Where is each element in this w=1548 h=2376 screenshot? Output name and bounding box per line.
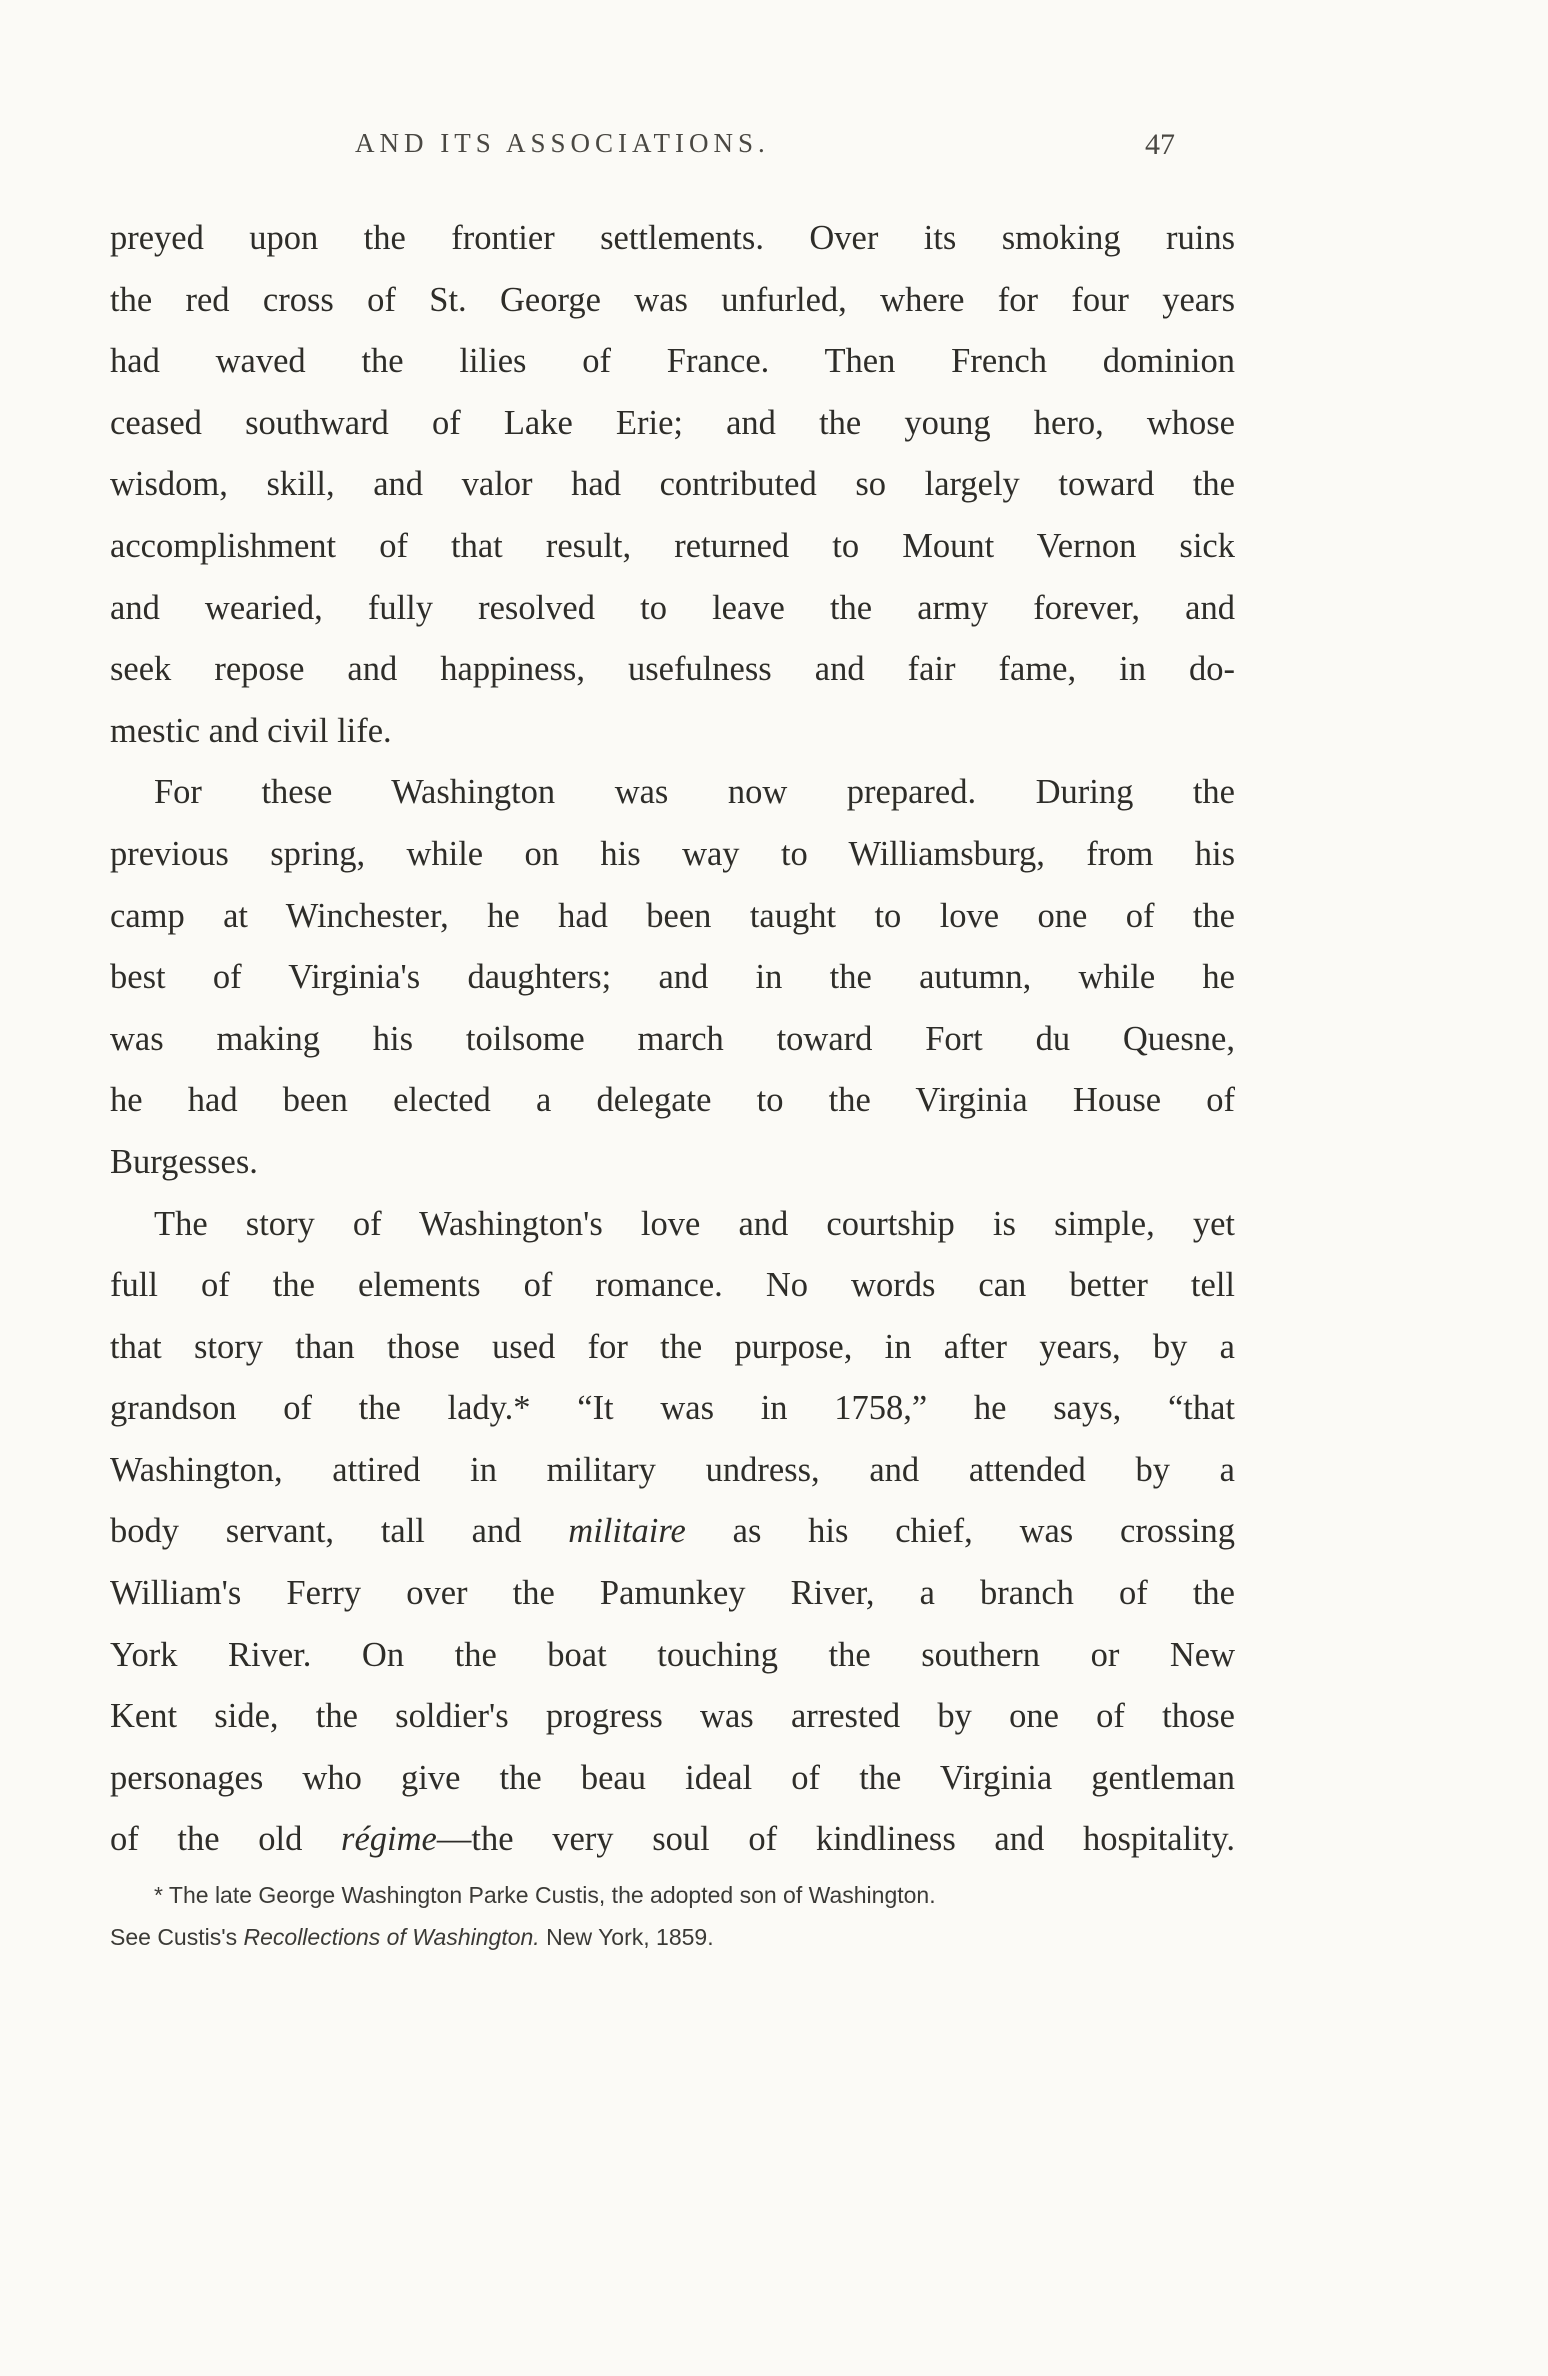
text-line: the red cross of St. George was unfurled, where for four years [110,280,1235,319]
text-line: of the old régime—the very soul of kindliness and hospitality. [110,1820,1235,1859]
text-line: Kent side, the soldier's progress was arrested by one of those [110,1697,1235,1736]
running-head-title: AND ITS ASSOCIATIONS. [355,128,770,158]
text-line: mestic and civil life. [110,711,392,750]
text-line: Washington, attired in military undress, and attended by a [110,1450,1235,1489]
text-line: camp at Winchester, he had been taught to love one of the [110,896,1235,935]
text-line: personages who give the beau ideal of the Virginia gentleman [110,1758,1235,1797]
footnote-block [110,1874,1235,1958]
italic-text: régime [341,1820,437,1859]
text-line: For these Washington was now prepared. During the [154,773,1235,812]
text-line: Burgesses. [110,1142,258,1181]
italic-text: Recollections of Washington. [243,1924,540,1950]
text-line: accomplishment of that result, returned to Mount Vernon sick [110,526,1235,565]
text-line: preyed upon the frontier settlements. Over its smoking ruins [110,219,1235,257]
text-line: previous spring, while on his way to Williamsburg, from his [110,834,1235,873]
footnote-line: See Custis's Recollections of Washington. New York, 1859. [110,1924,714,1950]
running-head [355,128,1175,168]
text-line: full of the elements of romance. No words can better tell [110,1266,1235,1305]
text-line: ceased southward of Lake Erie; and the young hero, whose [110,403,1235,442]
text-line: seek repose and happiness, usefulness and fair fame, in do- [110,650,1235,689]
text-line: and wearied, fully resolved to leave the army forever, and [110,588,1235,627]
text-line: he had been elected a delegate to the Virginia House of [110,1081,1235,1120]
text-line: wisdom, skill, and valor had contributed so largely toward the [110,465,1235,504]
text-line: that story than those used for the purpose, in after years, by a [110,1327,1235,1366]
italic-text: militaire [568,1512,686,1551]
text-line: was making his toilsome march toward Fort du Quesne, [110,1019,1235,1058]
page-number: 47 [1145,128,1175,161]
text-line: William's Ferry over the Pamunkey River, a branch of the [110,1574,1235,1613]
footnote-line: * The late George Washington Parke Custis, the adopted son of Washington. [154,1882,936,1908]
text-line: York River. On the boat touching the southern or New [110,1635,1235,1674]
text-line: had waved the lilies of France. Then French dominion [110,342,1235,381]
text-line: grandson of the lady.* “It was in 1758,” he says, “that [110,1389,1235,1428]
text-line: The story of Washington's love and courtship is simple, yet [154,1204,1235,1243]
body-text [110,208,1235,1871]
text-line: body servant, tall and militaire as his chief, was crossing [110,1512,1235,1551]
text-line: best of Virginia's daughters; and in the autumn, while he [110,958,1235,997]
